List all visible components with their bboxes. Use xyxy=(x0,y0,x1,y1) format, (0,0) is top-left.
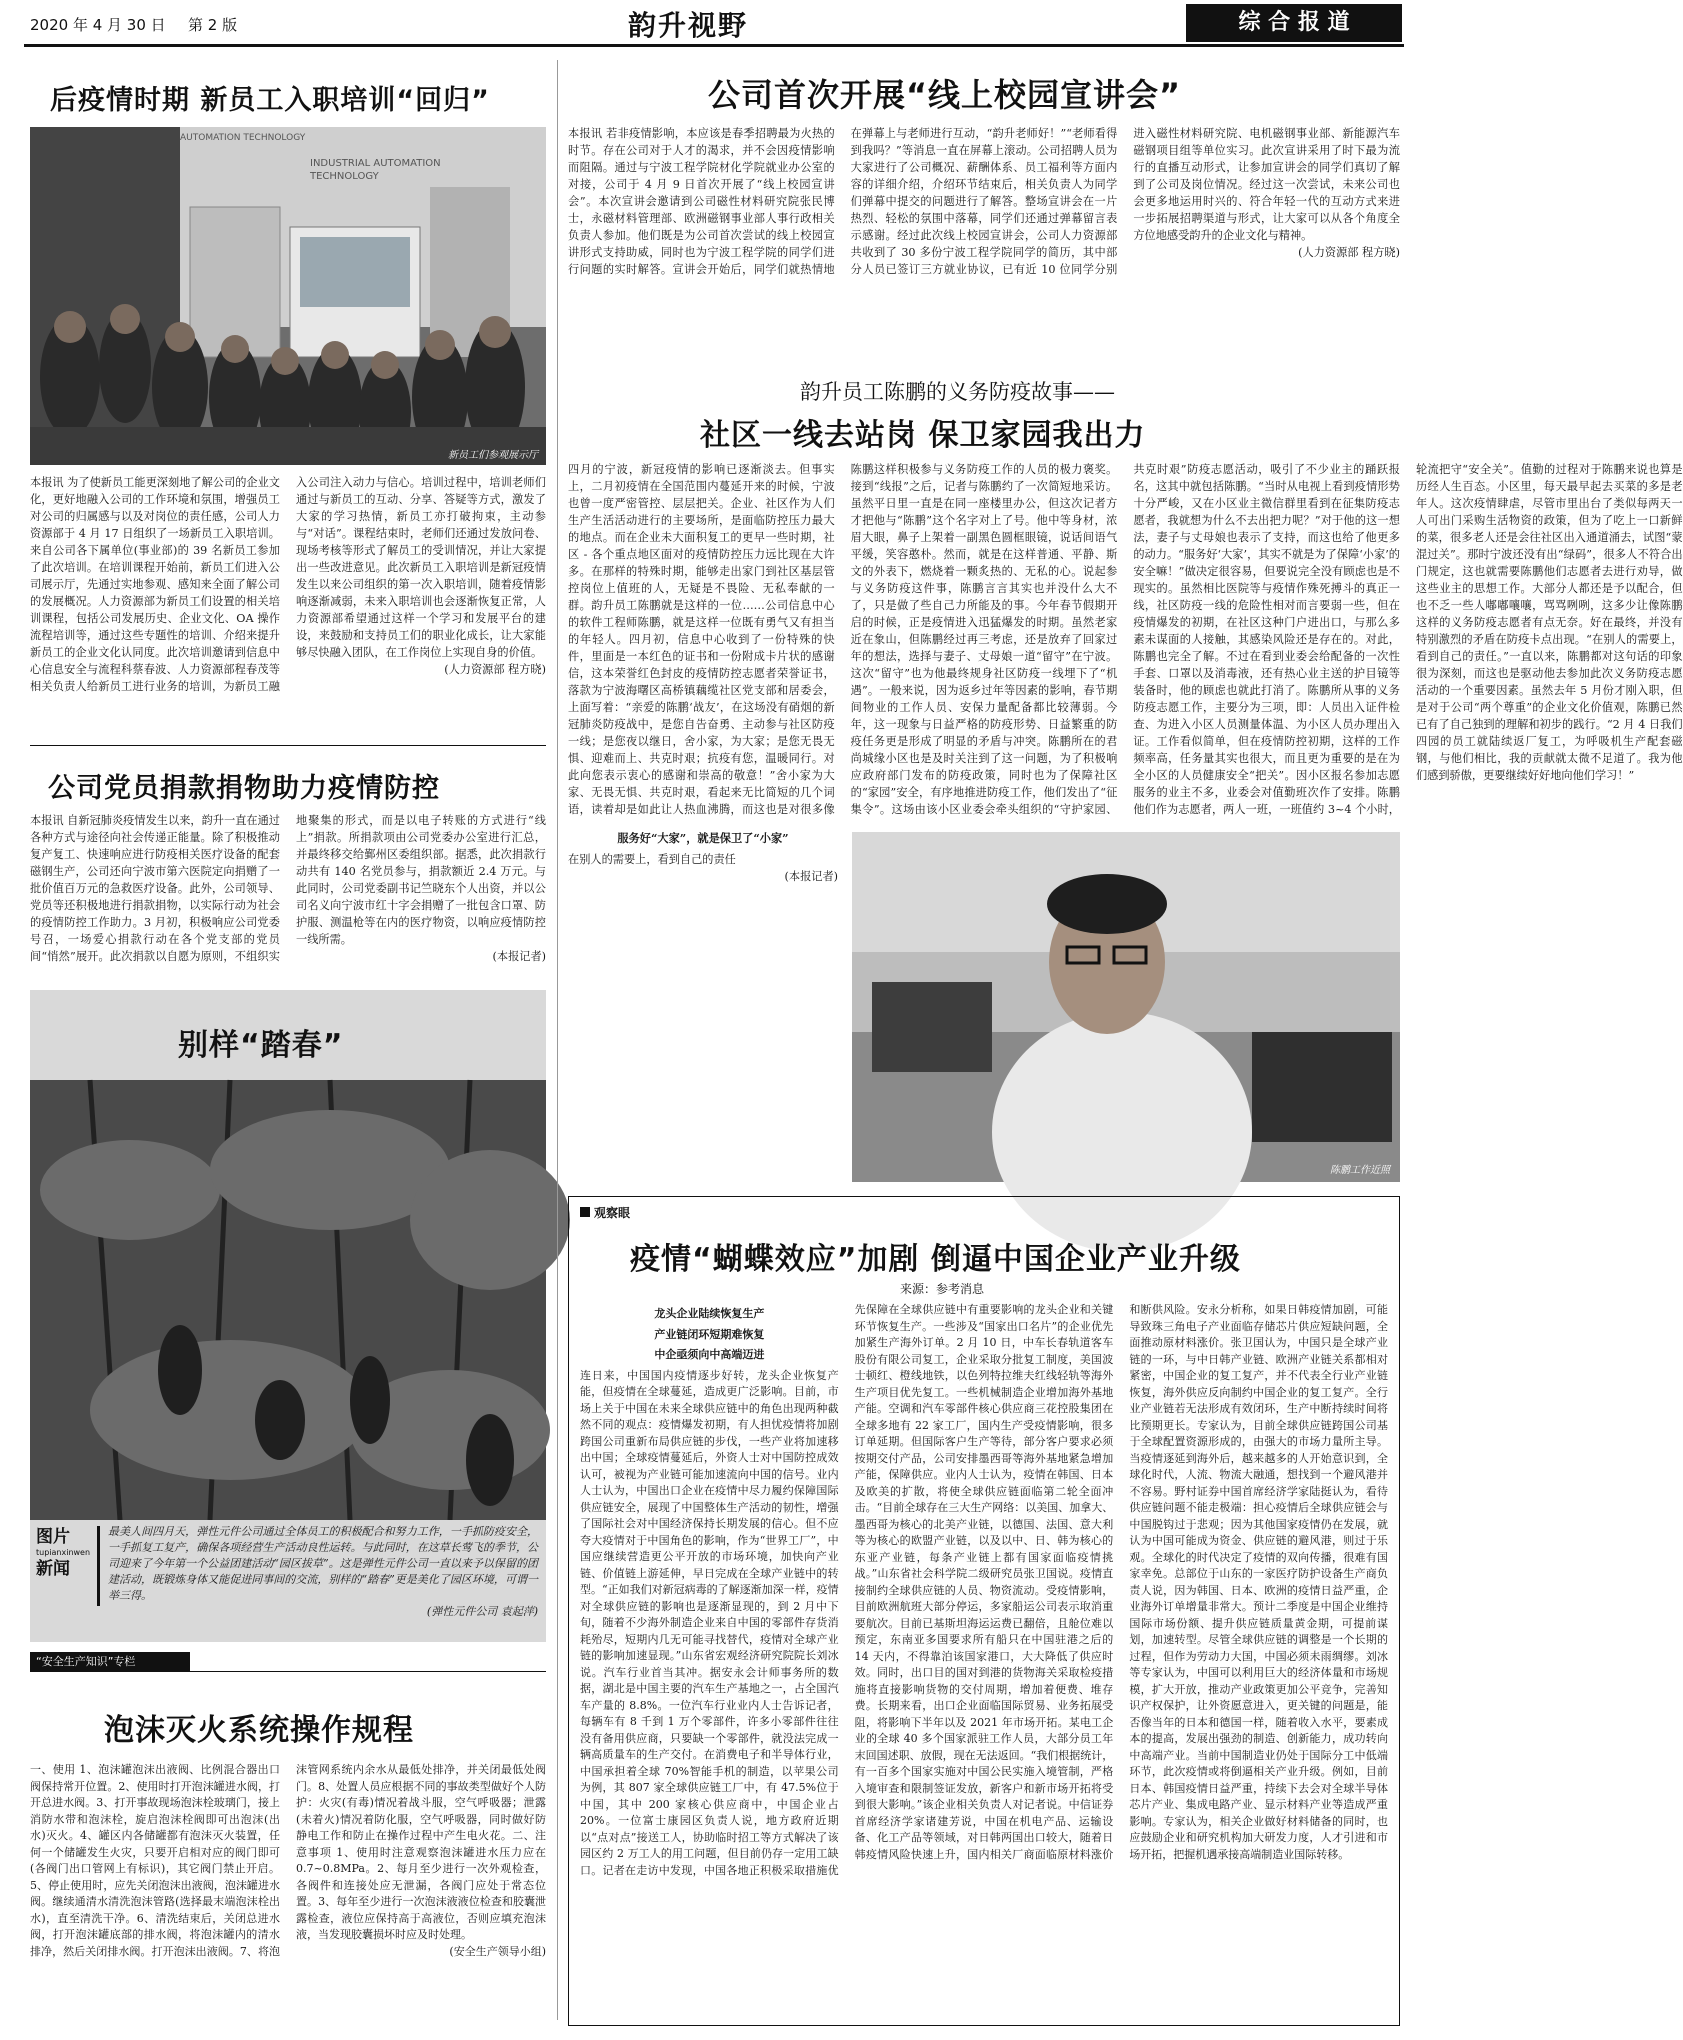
community-body-top: 四月的宁波，新冠疫情的影响已逐渐淡去。但事实上，二月初疫情在全国范围内蔓延开来的时候，宁波也曾一度严密管控、层层把关。企业、社区作为人们生产生活活动进行的主要场所，是面临防控压力最大的地点。而在企业未大面积复工的更早一些时期，社区 - 各个重点地区面对的疫情防控压力远比现在大许多。在那样的特殊时期，能够走出家门到社区基层管控岗位上值班的人，无疑是不畏险、无私奉献的一群。韵升员工陈鹏就是这样的一位……公司信息中心的软件工程师陈鹏，就是这样一位既有勇气又有担当的年轻人。四月初，信息中心收到了一份特殊的快件，里面是一本红色的证书和一份附成卡片状的感谢信，这本荣誉红色封皮的疫情防控志愿者荣誉证书，落款为宁波海曙区高桥镇藕缆社区党支部和居委会，上面写着：“亲爱的陈鹏‘战友’，在这场没有硝烟的新冠肺炎防疫战中，是您自告奋勇、主动参与社区防疫一线；是您夜以继日，舍小家，为大家；是您无畏无惧、迎难而上、共克时艰；抗疫有您，温暖同行。对此向您表示衷心的感谢和崇高的敬意！”舍小家为大家、无畏无惧、共克时艰，看起来无比简短的几个词语，读着却是如此让人热血沸腾，而这也是对很多像陈鹏这样积极参与义务防疫工作的人员的极力褒奖。接到“线报”之后，记者与陈鹏约了一次简短地采访。虽然平日里一直是在同一座楼里办公，但这次记者方才把他与“陈鹏”这个名字对上了号。他中等身材，浓眉大眼，鼻子上架着一副黑色圆框眼镜，说话间语气平缓，笑容憨朴。然而，就是在这样普通、平静、斯文的外表下，燃烧着一颗炙热的、无私的心。说起参与义务防疫这件事，陈鹏言言其实也并没什么大不了，只是做了些自己力所能及的事。今年春节假期开启的时候，正是疫情进入迅猛爆发的时期。虽然老家近在象山，但陈鹏经过再三考虑，还是放弃了回家过年的想法，选择与妻子、丈母娘一道“留守”在宁波。这次“留守”也为他最终规身社区防疫一线埋下了“机遇”。一般来说，因为返乡过年等因素的影响，春节期间物业的工作人员、安保力量配备都比较薄弱。今年，这一现象与日益严格的防疫形势、日益繁重的防疫任务更是形成了明显的矛盾与冲突。陈鹏所在的君尚城缘小区也是及时关注到了这一问题，为了积极响应政府部门发布的防疫政策，同时也为了保障社区的“家园”安全，有序地推进防疫工作，他们发出了“征集令”。这场由该小区业委会牵头组织的“守护家园、共克时艰”防疫志愿活动，吸引了不少业主的踊跃报名，这其中就包括陈鹏。“当时从电视上看到疫情形势十分严峻，又在小区业主微信群里看到在征集防疫志愿者，我就想为什么不去出把力呢？”对于他的这一想法，妻子与丈母娘也表示了支持，而这也给了他更多的动力。“服务好‘大家’，其实不就是为了保障‘小家’的安全嘛！”做决定很容易，但要说完全没有顾虑也是不现实的。虽然相比医院等与疫情作殊死搏斗的真正一线，社区防疫一线的危险性相对而言要弱一些，但在疫情爆发的初期，在社区这种门户进出口，与那么多素未谋面的人接触，其感染风险还是存在的。对此，陈鹏也完全了解。不过在看到业委会给配备的一次性手套、口罩以及消毒液，还有热心业主送的护目镜等装备时，他的顾虑也就此打消了。陈鹏所从事的义务防疫志愿工作，主要分为三项，即：人员出入证件检查、为进入小区人员测量体温、为小区人员办理出入证。工作看似简单，但在疫情防控初期，这样的工作频率高，任务量其实也很大，而且更为重要的是在为全小区的人员健康安全“把关”。因小区报名参加志愿服务的业主不多，业委会对值勤班次作了安排。陈鹏他们作为志愿者，两人一班，一班值约 3~4 个小时，轮流把守“安全关”。值勤的过程对于陈鹏来说也算是历经人生百态。小区里，每天最早起去买菜的多是老年人。这次疫情肆虐，尽管市里出台了类似每两天一人可出门采购生活物资的政策，但为了吃上一口新鲜的菜，很多老人还是会往社区出入通道涌去，试图“蒙混过关”。那时宁波还没有出“绿码”，很多人不符合出门规定，这也就需要陈鹏他们志愿者去进行劝导，做这些业主的思想工作。大部分人都还是予以配合，但也不乏一些人嘟嘟嚷嚷，骂骂咧咧，这多少让像陈鹏这样的义务防疫志愿者有点无奈。好在最终，并没有特别激烈的矛盾在防疫卡点出现。“在别人的需要上，看到自己的责任。”一直以来，陈鹏都对这句话的印象很为深刻，而这也是驱动他去参加此次义务防疫志愿活动的一个重要因素。虽然去年 5 月份才刚入职，但是对于公司“两个尊重”的企业文化价值观，陈鹏已然已有了自己独到的理解和初步的践行。“2 月 4 日我们四园的员工就陆续返厂复工，为呼吸机生产配套磁钢，与他们相比，我的贡献就太微不足道了。我为他们感到骄傲，更要继续好好地向他们学习！” xyxy=(568,463,1683,816)
section-banner: 综 合 报 道 xyxy=(1186,4,1402,42)
photo-news-tag-2: 新闻 xyxy=(36,1559,70,1579)
community-kicker: 韵升员工陈鹏的义务防疫故事—— xyxy=(800,380,1115,404)
safety-body: 一、使用 1、泡沫罐泡沫出液阀、比例混合器出口阀保持常开位置。2、使用时打开泡沫罐进水阀，打开总进水阀。3、打开事故现场泡沫栓玻璃门，接上消防水带和泡沫栓，旋启泡沫栓阀即可出泡沫(出水)灭火。4、罐区内各储罐都有泡沫灭火装置，任何一个储罐发生火灾，只要开启相对应的阀门即可(各阀门出口管网上有标识)，其它阀门禁止开启。5、停止使用时，应先关闭泡沫出液阀，泡沫罐进水阀。继续通清水清洗泡沫管路(选择最末端泡沫栓出水)，直至清洗干净。6、清洗结束后，关闭总进水阀，打开泡沫罐底部的排水阀，将泡沫罐内的清水排净，然后关闭排水阀。打开泡沫出液阀。7、将泡沫管网系统内余水从最低处排净，并关闭最低处阀门。8、处置人员应根据不同的事故类型做好个人防护：火灾(有毒)情况着战斗服，空气呼吸器；泄露(未着火)情况着防化服，空气呼吸器，同时做好防静电工作和防止在操作过程中产生电火花。二、注意事项 1、使用时注意观察泡沫罐进水压力应在 0.7~0.8MPa。2、每月至少进行一次外观检查，各阀件和连接处应无泄漏，各阀门应处于常态位置。3、每年至少进行一次泡沫液液位检查和胶囊泄露检查，液位应保持高于高液位，否则应填充泡沫液，当发现胶囊损坏时应及时处理。 (安全生产领导小组) xyxy=(30,1763,546,1958)
photo-sign-1: AUTOMATION TECHNOLOGY xyxy=(180,133,306,143)
spring-headline: 别样“踏春” xyxy=(178,1028,344,1063)
butterfly-body: 龙头企业陆续恢复生产 产业链闭环短期难恢复 中企亟须向中高端迈进 连日来，中国国内疫情逐步好转，龙头企业恢复产能，但疫情在全球蔓延，造成更广泛影响。目前，市场上关于中国在未来全球供应链中的角色出现两种截然不同的观点：疫情爆发初期，有人担忧疫情将加剧跨国公司重新布局供应链的步伐，一些产业将加速移出中国；全球疫情蔓延后，外资人士对中国防控成效认可，被视为产业链可能加速流向中国的信号。业内人士认为，中国出口企业在疫情中尽力履约保障国际供应链安全，展现了中国整体生产活动的韧性，增强了国际社会对中国经济保持长期发展的信心。但不应夸大疫情对于中国角色的影响，作为“世界工厂”，中国应继续营造更公平开放的市场环境，加快向产业链、价值链上游延伸，早日完成在全球产业链中的转型。“正如我们对新冠病毒的了解逐渐加深一样，疫情对全球供应链的影响也是逐渐显现的，到 2 月中下旬，随着不少海外制造企业来自中国的零部件存货消耗殆尽，短期内几无可能寻找替代，疫情对全球产业链的影响加速显现。”山东省宏观经济研究院院长刘冰说。汽车行业首当其冲。据安永会计师事务所的数据，湖北是中国主要的汽车生产基地之一，占全国汽车产量的 8.8%。一位汽车行业业内人士告诉记者，每辆车有 8 千到 1 万个零部件，许多小零部件往往没有备用供应商，只要缺一个零部件，就没法完成一辆高质量车的生产交付。在消费电子和半导体行业，中国承担着全球 70%智能手机的制造，以苹果公司为例，其 807 家全球供应链工厂中，有 47.5%位于中国，其中 200 家核心供应商中，中国企业占 20%。一位富士康园区负责人说，地方政府近期以“点对点”接送工人，协助临时招工等方式解决了该园区约 2 万工人的用工问题，但目前仍存一定用工缺口。记者在走访中发现，中国各地正积极采取措施优先保障在全球供应链中有重要影响的龙头企业和关键环节恢复生产。一些涉及“国家出口名片”的企业优先加紧生产海外订单。2 月 10 日，中车长春轨道客车股份有限公司复工，企业采取分批复工制度，美国波士顿红、橙线地铁，以色列特拉维夫红线轻轨等海外生产项目优先复工。一些机械制造企业增加海外基地产能。空调和汽车零部件核心供应商三花控股集团在全球多地有 22 家工厂，国内生产受疫情影响，很多订单延期。但国际客户生产等待，部分客户要求必须按期交付产品，公司安排墨西哥等海外基地紧急增加产能，保障供应。业内人士认为，疫情在韩国、日本及欧美的扩散，将使全球供应链面临第二轮全面冲击。“目前全球存在三大生产网络：以美国、加拿大、墨西哥为核心的北美产业链，以德国、法国、意大利等为核心的欧盟产业链，以及以中、日、韩为核心的东亚产业链，每条产业链上都有国家面临疫情挑战。”山东省社会科学院二级研究员张卫国说。疫情直接制约全球供应链的人员、物资流动。受疫情影响，目前欧洲航班大部分停运，多家船运公司表示取消重要航次。目前已基斯坦海运运费已翻倍，且舱位难以预定，东南亚多国要求所有船只在中国驻港之后的 14 天内，不得靠泊该国家港口，大大降低了供应时效。同时，出口目的国对到港的货物海关采取检疫措施将直接影响货物的交付周期，增加着便费、堆存费。长期来看，出口企业面临国际贸易、业务拓展受阻，将影响下半年以及 2021 年市场开拓。某电工企业的全球 40 多个国家派驻工作人员，大部分员工年末回国述职、放假，现在无法返回。“我们根据统计，有一百多个国家实施对中国公民实施入境管制，严格入境审查和限制签证发放，新客户和新市场开拓将受到很大影响。”该企业相关负责人对记者说。中信证券首席经济学家诸建芳说，中国在机电产品、运输设备、化工产品等领域，对日韩两国出口较大，随着日韩疫情风险快速上升，国内相关厂商面临原材料涨价和断供风险。安永分析称，如果日韩疫情加剧，可能导致珠三角电子产业面临存储芯片供应短缺问题，全面推动原材料涨价。张卫国认为，中国只是全球产业链的一环，与中日韩产业链、欧洲产业链关系都相对紧密，中国企业的复工复产，并不代表全行业产业链恢复，海外供应反向制约中国企业的复工复产。全行业产业链若无法形成有效闭环，生产中断持续时间将比预期更长。专家认为，目前全球供应链跨国公司基于全球配置资源形成的，由强大的市场力量所主导。当疫情逐延到海外后，越来越多的人开始意识到，全球化时代，人流、物流大融通，想找到一个避风港并不容易。野村证券中国首席经济学家陆挺认为，看待供应链问题不能走极端：担心疫情后全球供应链会与中国脱钩过于悲观；因为其他国家疫情仍在发展，就认为中国可能成为资金、供应链的避风港，则过于乐观。全球化的时代决定了疫情的双向传播，很难有国家幸免。总部位于山东的一家医疗防护设备生产商负责人说，因为韩国、日本、欧洲的疫情日益严重，企业海外订单增量非常大。预计二季度是中国企业维持国际市场份额、提升供应链质量黄金期，可提前谋划，加速转型。尽管全球供应链的调整是一个长期的过程，但作为劳动力大国，中国必须未雨绸缪。刘冰等专家认为，中国可以利用巨大的经济体量和市场规模，扩大开放，推动产业政策更加公平竞争，完善知识产权保护，让外资愿意进入，更关键的问题是，能否像当年的日本和德国一样，随着收入水平，要素成本的提高，发展出强劲的制造、创新能力，成功转向中高端产业。当前中国制造业仍处于国际分工中低端环节，此次疫情或将倒逼相关产业升级。例如，目前日本、韩国疫情日益严重，持续下去会对全球半导体芯片产业、集成电路产业、显示材料产业等造成严重影响。专家认为，相关企业做好材料储备的同时，也应鼓励企业和研究机构加大研发力度，人才引进和市场开拓，把握机遇承接高端制造业国际转移。 xyxy=(580,1303,1388,1877)
community-headline: 社区一线去站岗 保卫家园我出力 xyxy=(700,418,1146,453)
safety-headline: 泡沫灭火系统操作规程 xyxy=(104,1713,414,1748)
header-page: 第 2 版 xyxy=(188,16,238,34)
training-headline: 后疫情时期 新员工入职培训“回归” xyxy=(50,85,490,116)
donation-headline: 公司党员捐款捐物助力疫情防控 xyxy=(48,773,440,804)
photo-news-tag xyxy=(36,1526,100,1606)
butterfly-source: 来源：参考消息 xyxy=(900,1282,985,1296)
community-body-lower: 服务好“大家”，就是保卫了“小家” 在别人的需要上，看到自己的责任 (本报记者) xyxy=(568,831,838,883)
photo-news-tag-1: 图片 xyxy=(36,1527,70,1547)
header-date: 2020 年 4 月 30 日 xyxy=(30,16,166,34)
campus-headline: 公司首次开展“线上校园宣讲会” xyxy=(708,76,1182,114)
safety-tag-rule xyxy=(190,1671,546,1672)
campus-body: 本报讯 若非疫情影响，本应该是春季招聘最为火热的时节。存在公司对于人才的渴求，并不会因疫情影响而阻隔。通过与宁波工程学院材化学院就业办公室的对接，公司于 4 月 9 日首次开展了“线上校园宣讲会”。本次宣讲会邀请到公司磁性材料研究院张民博士，永磁材料管理部、欧洲磁钢事业部人事行政相关负责人参加。他们既是为公司首次尝试的线上校园宣讲形式支持助威，同时也为宁波工程学院的同学们进行问题的实时解答。宣讲会开始后，同学们就热情地在弹幕上与老师进行互动，“韵升老师好！”“老师看得到我吗？”等消息一直在屏幕上滚动。公司招聘人员为大家进行了公司概况、薪酬体系、员工福利等方面内容的详细介绍，介绍环节结束后，相关负责人为同学们弹幕中提交的问题进行了解答。整场宣讲会在一片热烈、轻松的氛围中落幕，同学们还通过弹幕留言表示感谢。经过此次线上校园宣讲会，公司人力资源部共收到了 30 多份宁波工程学院同学的简历，其中部分人员已签订三方就业协议，已有近 10 位同学分别进入磁性材料研究院、电机磁钢事业部、新能源汽车磁钢项目组等单位实习。此次宣讲采用了时下最为流行的直播互动形式，让参加宣讲会的同学们真切了解到了公司及岗位情况。经过这一次尝试，未来公司也会更多地运用时兴的、符合年轻一代的互动方式来进一步拓展招聘渠道与形式，让大家可以从各个角度全方位地感受韵升的企业文化与精神。 (人力资源部 程方晓) xyxy=(568,127,1400,276)
training-body: 本报讯 为了使新员工能更深刻地了解公司的企业文化，更好地融入公司的工作环境和氛围，增强员工对公司的归属感与以及对岗位的责任感，公司人力资源部于 4 月 17 日组织了一场新员工入职培训。来自公司各下属单位(事业部)的 39 名新员工参加了此次培训。在培训课程开始前，新员工们进入公司展示厅，先通过实地参观、感知来全面了解公司的发展概况。人力资源部为新员工们设置的相关培训课程，包括公司发展历史、企业文化、OA 操作流程培训等，通过这些专题性的培训、介绍来提升新员工的企业文化认同度。此次培训邀请到信息中心信息安全与流程科蔡春波、人力资源部程春茂等相关负责人给新员工进行业务的培训，为新员工融入公司注入动力与信心。培训过程中，培训老师们通过与新员工的互动、分享、答疑等方式，激发了大家的学习热情，新员工亦打破拘束，主动参与“对话”。课程结束时，老师们还通过发放问卷、现场考核等形式了解员工的受训情况，并让大家提出一些改进意见。此次新员工入职培训是新冠疫情发生以来公司组织的第一次入职培训，随着疫情影响逐渐减弱，未来入职培训也会逐渐恢复正常，人力资源部希望通过这样一个学习和发展平台的建设，来鼓励和支持员工们的职业化成长，让大家能够尽快融入团队，在工作岗位上实现自身的价值。 (人力资源部 程方晓) xyxy=(30,476,546,693)
spring-photo-box xyxy=(30,990,546,1642)
donation-body: 本报讯 自新冠肺炎疫情发生以来，韵升一直在通过各种方式与途径向社会传递正能量。除了积极推动复产复工、快速响应进行防疫相关医疗设备的配套磁钢生产，公司还向宁波市第六医院定向捐赠了一批价值百万元的急救医疗设备。此外，公司领导、党员等还积极地进行捐款捐物，以实际行动为社会的疫情防控工作助力。3 月初，积极响应公司党委号召，一场爱心捐款行动在各个党支部的党员间“悄然”展开。此次捐款以自愿为原则，不组织实地聚集的形式，而是以电子转账的方式进行“线上”捐款。所捐款项由公司党委办公室进行汇总，并最终移交给鄞州区委组织部。据悉，此次捐款行动共有 140 名党员参与，捐款额近 2.4 万元。与此同时，公司党委副书记竺晓东个人出资，并以公司名义向宁波市红十字会捐赠了一批包含口罩、防护服、测温枪等在内的医疗物资，以响应疫情防控一线所需。 (本报记者) xyxy=(30,814,546,963)
photo-sign-2: INDUSTRIAL AUTOMATION TECHNOLOGY xyxy=(310,158,441,182)
column-divider xyxy=(557,60,558,2020)
community-photo xyxy=(852,832,1400,1182)
butterfly-tag: 观察眼 xyxy=(580,1204,630,1221)
community-photo-caption: 陈鹏工作近照 xyxy=(1330,1165,1390,1176)
safety-column-tag: “安全生产知识”专栏 xyxy=(30,1652,190,1672)
butterfly-headline: 疫情“蝴蝶效应”加剧 倒逼中国企业产业升级 xyxy=(630,1242,1241,1277)
masthead: 韵升视野 xyxy=(628,9,749,42)
photo-news-tag-pinyin: tupianxinwen xyxy=(36,1548,91,1557)
training-photo xyxy=(30,127,546,465)
header-rule xyxy=(24,44,1404,47)
spring-caption: 最美人间四月天，弹性元件公司通过全体员工的积极配合和努力工作，一手抓防疫安全，一手抓复工复产，确保各项经营生产活动良性运转。与此同时，在这草长莺飞的季节，公司迎来了今年第一个公益团建活动“园区拔草”。这是弹性元件公司一直以来予以保留的团建活动，既锻炼身体又能促进同事间的交流，别样的“踏春”更是美化了园区环境，可谓一举三得。 (弹性元件公司 袁起萍) xyxy=(108,1525,538,1618)
left-rule-1 xyxy=(30,745,546,746)
butterfly-tag-marker xyxy=(580,1207,590,1217)
training-photo-caption: 新员工们参观展示厅 xyxy=(448,450,538,461)
